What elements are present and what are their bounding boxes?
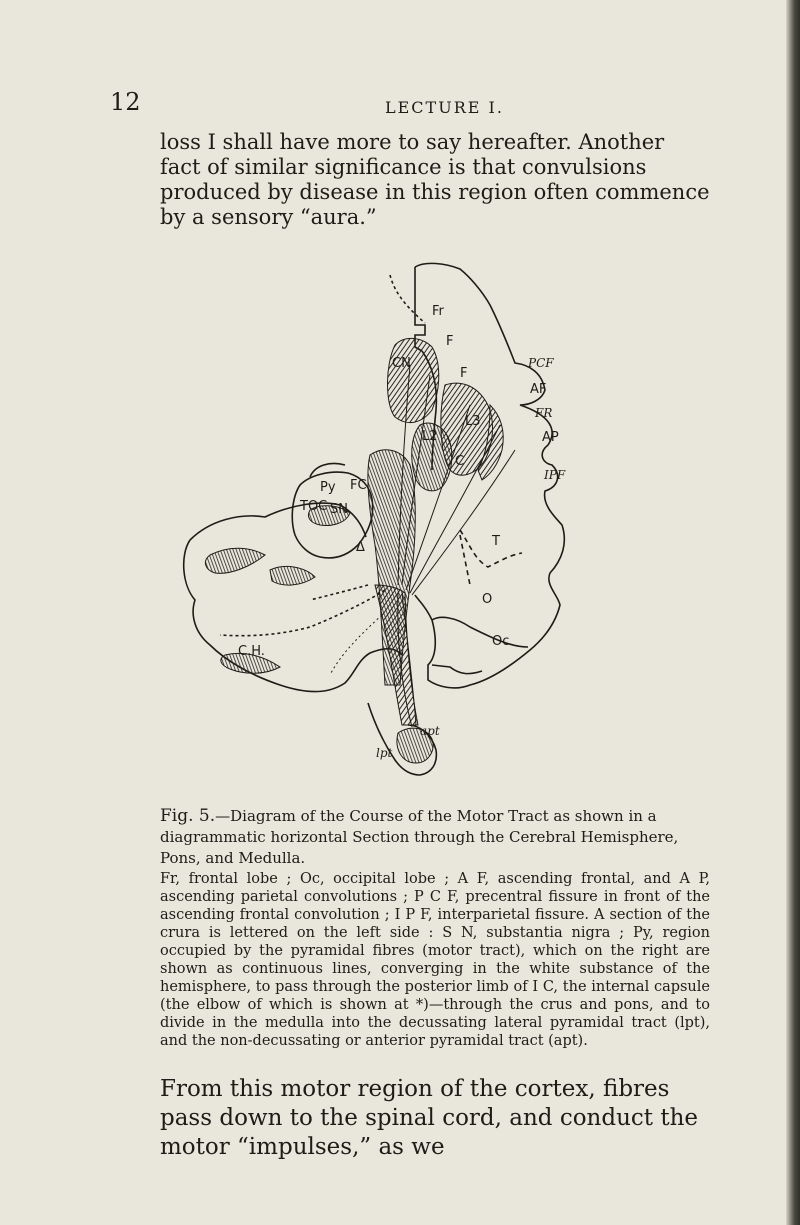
figure-caption-body: Fr, frontal lobe ; Oc, occipital lobe ; A F, ascending frontal, and A P, ascending parietal convolutions ; P C F, precentral fissure in front of the ascending frontal convolution ; I P F, interparietal fissure. A section of the crura is lettered on the left side : S N, substantia nigra ; Py, region occupied by the pyramidal fibres (motor tract), which on the right are shown as continuous lines, converging in the white substance of the hemisphere, to pass through the posterior limb of I C, the internal capsule (the elbow of which is shown at *)—through the crus and pons, and to divide in the medulla into the decussating lateral pyramidal tract (lpt), and the non-decussating or anterior pyramidal tract (apt). [160, 871, 710, 1049]
running-head: LECTURE I. [385, 98, 504, 117]
label-fr-right: FR [535, 406, 553, 420]
label-cn: CN [392, 356, 411, 371]
label-f-mid: F [460, 366, 468, 381]
closing-paragraph: From this motor region of the cortex, fibres pass down to the spinal cord, and conduct the motor “impulses,” as we [160, 1076, 698, 1160]
label-t: T [492, 534, 500, 549]
figure-title: —Diagram of the Course of the Motor Tract as shown in a diagrammatic horizontal Section through the Cerebral Hemisphere, Pons, and Medulla. [160, 807, 679, 867]
label-pcf: PCF [528, 356, 554, 370]
diagram-svg [170, 255, 700, 795]
label-l3: L3 [465, 414, 481, 429]
label-af: AF [530, 382, 547, 397]
label-fc: FC [350, 478, 367, 493]
label-py: Py [320, 480, 336, 495]
label-fr: Fr [432, 304, 444, 319]
label-ap: AP [542, 430, 559, 445]
page-binding-edge [786, 0, 800, 1225]
label-c: C [455, 454, 465, 469]
motor-tract-diagram [170, 255, 700, 795]
label-sn: SN [330, 502, 348, 517]
label-apt: apt [420, 724, 440, 738]
figure-number: Fig. 5. [160, 806, 216, 826]
label-delta: Δ [356, 540, 365, 555]
caudate-nucleus [388, 338, 439, 422]
label-lpt: lpt [376, 746, 393, 760]
label-ch: C.H. [238, 644, 265, 659]
label-o: O [482, 592, 493, 607]
pyramidal-tract [375, 585, 418, 725]
figure-caption-title [160, 806, 710, 869]
label-ipf: IPF [544, 468, 566, 482]
occipital-outline [432, 617, 528, 647]
temporal-gyri [205, 548, 265, 573]
intro-paragraph: loss I shall have more to say hereafter. Another fact of similar significance is that convulsions produced by disease in this region often commence by a sensory “aura.” [160, 130, 710, 229]
label-f-top: F [446, 334, 454, 349]
label-l2: L2 [422, 429, 438, 444]
label-oc: Oc [492, 634, 510, 649]
label-toc: TOC [300, 499, 328, 514]
page-number: 12 [110, 88, 141, 116]
